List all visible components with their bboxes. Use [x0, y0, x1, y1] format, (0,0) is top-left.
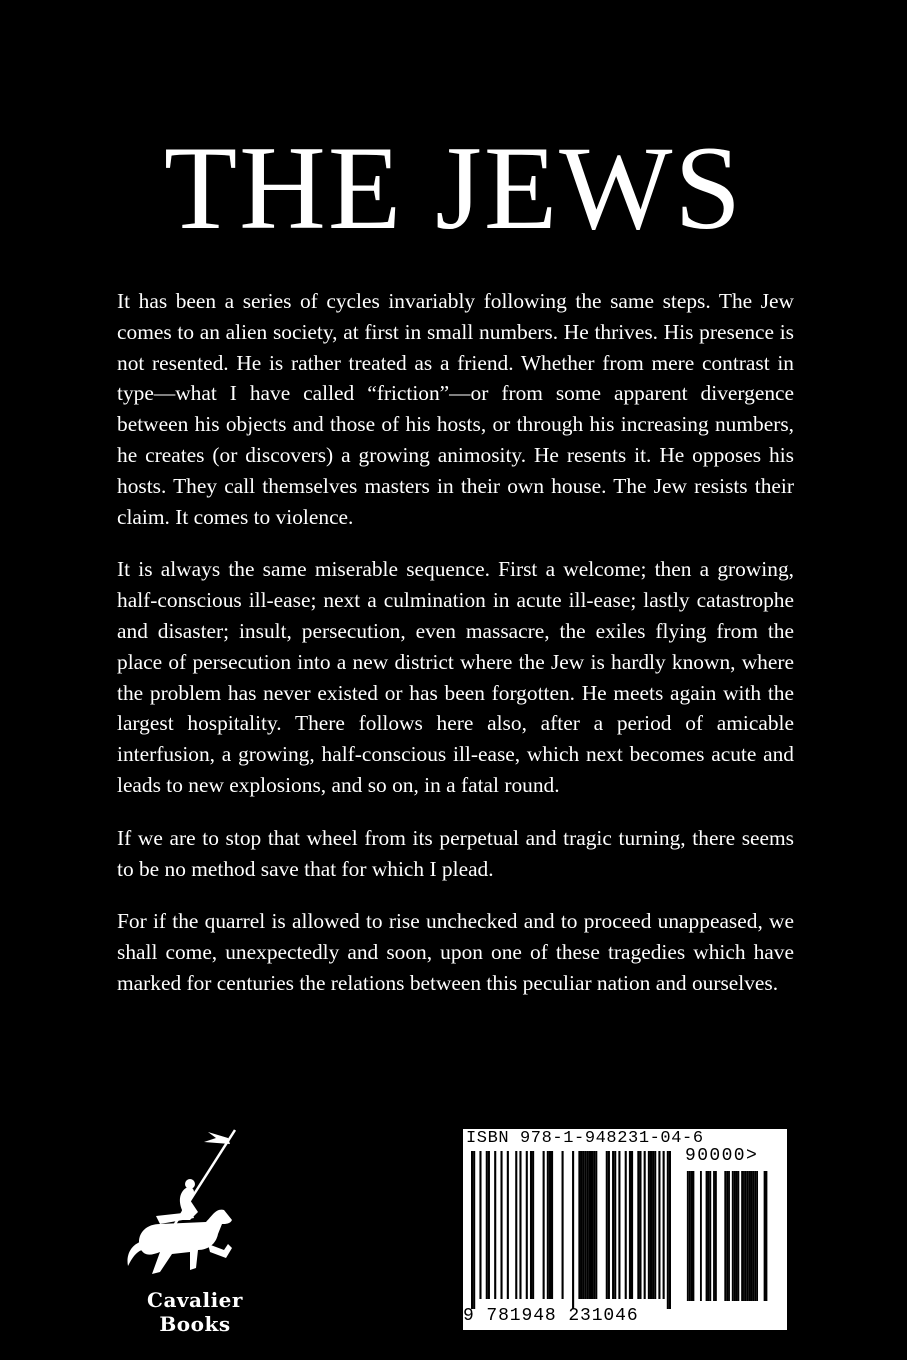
barcode-bar [526, 1151, 528, 1299]
barcode-bar [551, 1151, 553, 1299]
barcode-bar [654, 1151, 656, 1299]
barcode-bar [726, 1171, 728, 1301]
barcode-bar [644, 1151, 646, 1299]
barcode-bar [532, 1151, 534, 1299]
barcode-bar [589, 1151, 591, 1299]
barcode-bar [745, 1171, 747, 1301]
barcode-bar [507, 1151, 509, 1299]
knight-on-horseback-icon [120, 1120, 270, 1285]
barcode-bar [631, 1151, 633, 1299]
barcode-bar [713, 1171, 715, 1301]
isbn-barcode [463, 1129, 787, 1330]
barcode-bar [728, 1171, 730, 1301]
barcode-bar [648, 1151, 650, 1299]
barcode-bar [587, 1151, 589, 1299]
barcode-bar [752, 1171, 754, 1301]
barcode-bar [715, 1171, 717, 1301]
barcode-bar [585, 1151, 587, 1299]
barcode-bar [494, 1151, 496, 1299]
barcode-bar [530, 1151, 532, 1299]
barcode-bar [766, 1171, 768, 1301]
barcode-bar [580, 1151, 582, 1299]
barcode-bar [687, 1171, 689, 1301]
barcode-bar [608, 1151, 610, 1299]
barcode-bar [593, 1151, 595, 1299]
barcode-bar [724, 1171, 726, 1301]
barcode-bar [754, 1171, 756, 1301]
barcode-bar [515, 1151, 517, 1299]
barcode-bar [707, 1171, 709, 1301]
barcode-bar [637, 1151, 639, 1299]
barcode-bar [689, 1171, 691, 1301]
barcode-bar [706, 1171, 708, 1301]
barcode-digits: 9 781948 231046 [463, 1306, 639, 1326]
blurb-paragraph: If we are to stop that wheel from its perpetual and tragic turning, there seems to be no method save that for which I plead. [117, 825, 794, 881]
barcode-bar [652, 1151, 654, 1299]
barcode-bar [471, 1151, 473, 1309]
barcode-bar [572, 1151, 574, 1309]
barcode-bar [614, 1151, 616, 1299]
barcode-bars [471, 1151, 676, 1309]
barcode-bar [591, 1151, 593, 1299]
barcode-bar [741, 1171, 743, 1301]
barcode-bar [749, 1171, 751, 1301]
barcode-bar [709, 1171, 711, 1301]
publisher-logo [120, 1120, 270, 1336]
barcode-bar [756, 1171, 758, 1301]
barcode-bar [700, 1171, 702, 1301]
barcode-bar [562, 1151, 564, 1299]
isbn-label: ISBN 978-1-948231-04-6 [466, 1129, 704, 1148]
barcode-bar [650, 1151, 652, 1299]
barcode-bar [736, 1171, 738, 1301]
barcode-bar [732, 1171, 734, 1301]
barcode-bar [669, 1151, 671, 1309]
barcode-bar [734, 1171, 736, 1301]
barcode-bar [747, 1171, 749, 1301]
barcode-bar [543, 1151, 545, 1299]
barcode-bar [583, 1151, 585, 1299]
blurb-paragraph: For if the quarrel is allowed to rise unchecked and to proceed unappeased, we shall come, unexpectedly and soon, upon one of these tragedies which have marked for centuries the relations between this peculiar nation and ourselves. [117, 909, 794, 995]
barcode-bar [667, 1151, 669, 1309]
barcode-bar [737, 1171, 739, 1301]
barcode-bar [549, 1151, 551, 1299]
barcode-bar [629, 1151, 631, 1299]
barcode-bar [606, 1151, 608, 1299]
barcode-bar [479, 1151, 481, 1299]
barcode-bar [473, 1151, 475, 1309]
barcode-bar [692, 1171, 694, 1301]
barcode-bar [519, 1151, 521, 1299]
barcode-bar [618, 1151, 620, 1299]
back-cover-blurb [117, 286, 794, 1021]
barcode-bar [743, 1171, 745, 1301]
publisher-name: Cavalier Books [147, 1288, 243, 1336]
barcode-bar [639, 1151, 641, 1299]
barcode-bar [500, 1151, 502, 1299]
barcode-bar [488, 1151, 490, 1299]
barcode-bar [486, 1151, 488, 1299]
price-code: 90000> [685, 1146, 759, 1166]
book-title: THE JEWS [163, 121, 744, 254]
barcode-bar [612, 1151, 614, 1299]
price-barcode-bars [685, 1171, 775, 1301]
barcode-bar [751, 1171, 753, 1301]
barcode-bar [595, 1151, 597, 1299]
barcode-bar [578, 1151, 580, 1299]
barcode-bar [625, 1151, 627, 1299]
blurb-paragraph: It is always the same miserable sequence. First a welcome; then a growing, half-conscious ill-ease; next a culmination in acute ill-ease; lastly catastrophe and disaster; insult, persecution, even massacre, the exiles flying from the place of persecution into a new district where the Jew is hardly known, where the problem has never existed or has been forgotten. He meets again with the largest hospitality. There follows here also, after a period of amicable interfusion, a growing, half-conscious ill-ease, which next becomes acute and leads to new explosions, and so on, in a fatal round. [117, 557, 794, 797]
blurb-paragraph: It has been a series of cycles invariably following the same steps. The Jew comes to an alien society, at first in small numbers. He thrives. His presence is not resented. He is rather treated as a friend. Whether from mere contrast in type—what I have called “friction”—or from some apparent divergence between his objects and those of his hosts, or through his increasing numbers, he creates (or discovers) a growing animosity. He resents it. He opposes his hosts. They call themselves masters in their own house. The Jew resists their claim. It comes to violence. [117, 289, 794, 529]
barcode-bar [764, 1171, 766, 1301]
barcode-bar [547, 1151, 549, 1299]
barcode-bar [691, 1171, 693, 1301]
barcode-bar [663, 1151, 665, 1299]
barcode-bar [658, 1151, 660, 1299]
